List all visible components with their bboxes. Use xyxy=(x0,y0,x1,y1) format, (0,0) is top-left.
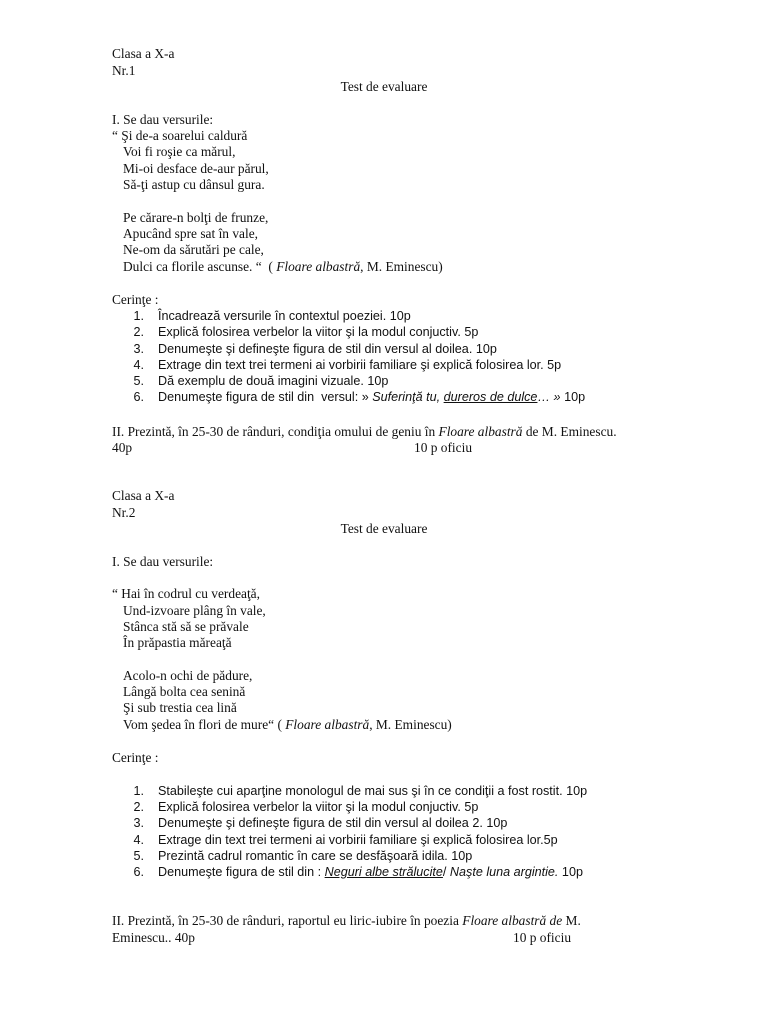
poem-author: , M. Eminescu) xyxy=(360,259,443,274)
test-title: Test de evaluare xyxy=(340,521,428,536)
test-title: Test de evaluare xyxy=(340,79,428,94)
class-label: Clasa a X-a xyxy=(112,488,175,503)
poem-author: , M. Eminescu) xyxy=(369,717,452,732)
verse-line: Pe cărare-n bolţi de frunze, xyxy=(123,210,269,225)
requirements-heading: Cerinţe : xyxy=(112,292,159,307)
verse-line: “ Şi de-a soarelui caldură xyxy=(112,128,248,143)
verse-line: În prăpastia măreaţă xyxy=(123,635,232,650)
class-label: Clasa a X-a xyxy=(112,46,175,61)
document-page: Clasa a X-a Nr.1 Test de evaluare I. Se dau versurile: “ Şi de-a soarelui caldură Voi fi roşie ca mărul, Mi-oi desface de-aur părul, Să-ţi astup cu dânsul gura. Pe cărare-n bolţi de frunze, Apucând spre sat în vale, Ne-om da sărutări pe cale, Dulci ca florile ascunse. “ ( Floare albastră, M. Eminescu) Cerinţe : 1. Încadrează versurile în contextul poeziei. 10p 2. Explică folosirea verbelor la viitor şi la modul conjuctiv. 5p 3. Denumeşte şi defineşte figura de stil din versul al doilea. 10p 4. Extrage din text trei termeni ai vorbirii familiare şi explică folosirea lor. 5p 5. Dă exemplu de două imagini vizuale. 10p 6. Denumeşte figura de stil din versul: » Suferinţă tu, dureros de dulce… » 10p II. Prezintă, în 25-30 de rânduri, condiţia omului de geniu în Floare albastră de M. Eminescu. 40p 10 p oficiu Clasa a X-a Nr.2 Test de evaluare I. Se dau versurile: “ Hai în codrul cu verdeaţă, Und-izvoare plâng în vale, Stânca stă să se prăvale În prăpastia măreaţă Acolo-n ochi de pădure, Lângă bolta cea senină Şi sub trestia cea lină Vom şedea în flori de mure“ ( Floare albastră, M. Eminescu) Cerinţe : 1. Stabileşte cui aparţine monologul de mai sus şi în ce condiţii a fost rostit. 10p 2. Explică folosirea verbelor la viitor şi la modul conjuctiv. 5p 3. Denumeşte şi defineşte figura de stil din versul al doilea 2. 10p 4. Extrage din text trei termeni ai vorbirii familiare şi explică folosirea lor.5p 5. Prezintă cadrul romantic în care se desfăşoară idila. 10p 6. Denumeşte figura de stil din : Neguri albe strălucite/ Naşte luna argintie. 10p II. Prezintă, în 25-30 de rânduri, raportul eu liric-iubire în poezia Floare albastră de M. Eminescu.. 40p 10 p oficiu xyxy=(0,0,768,1024)
points-label: Eminescu.. 40p xyxy=(112,930,195,945)
verse-line: Und-izvoare plâng în vale, xyxy=(123,603,266,618)
verse-line: Voi fi roşie ca mărul, xyxy=(123,144,236,159)
verse-line: Ne-om da sărutări pe cale, xyxy=(123,242,264,257)
quoted-verse: dureros de dulce xyxy=(443,390,538,404)
verse-line: Şi sub trestia cea lină xyxy=(123,700,237,715)
poem-title: Floare albastră xyxy=(285,717,370,732)
poem-title: Floare albastră de xyxy=(462,913,563,928)
verse-line: Acolo-n ochi de pădure, xyxy=(123,668,253,683)
requirements-heading: Cerinţe : xyxy=(112,750,159,765)
verse-line: Dulci ca florile ascunse. “ xyxy=(123,259,262,274)
verse-line: Apucând spre sat în vale, xyxy=(123,226,258,241)
verse-line: Mi-oi desface de-aur părul, xyxy=(123,161,269,176)
verse-line: “ Hai în codrul cu verdeaţă, xyxy=(112,586,260,601)
quoted-verse: Naşte luna argintie. xyxy=(449,865,559,879)
test-number: Nr.1 xyxy=(112,63,136,78)
section1-heading: I. Se dau versurile: xyxy=(112,554,214,569)
quoted-verse: Neguri albe strălucite xyxy=(324,865,443,879)
poem-title: Floare albastră xyxy=(438,424,523,439)
oficiu-label: 10 p oficiu xyxy=(414,440,473,455)
verse-source-line: Dulci ca florile ascunse. “ ( Floare albastră, M. Eminescu) xyxy=(123,259,443,274)
section2-text: II. Prezintă, în 25-30 de rânduri, raportul eu liric-iubire în poezia Floare albastră de M. xyxy=(112,913,581,928)
oficiu-label: 10 p oficiu xyxy=(513,930,572,945)
verse-line: Vom şedea în flori de mure“ ( xyxy=(123,717,286,732)
quoted-verse: Suferinţă tu, xyxy=(372,390,441,404)
section2-text: II. Prezintă, în 25-30 de rânduri, condiţia omului de geniu în Floare albastră de M. Eminescu. xyxy=(112,424,617,439)
poem-title: Floare albastră xyxy=(276,259,361,274)
verse-line: Stânca stă să se prăvale xyxy=(123,619,249,634)
test-number: Nr.2 xyxy=(112,505,136,520)
section1-heading: I. Se dau versurile: xyxy=(112,112,214,127)
verse-line: Lângă bolta cea senină xyxy=(123,684,246,699)
points-label: 40p xyxy=(112,440,133,455)
verse-line: Să-ţi astup cu dânsul gura. xyxy=(123,177,265,192)
verse-source-line xyxy=(123,717,452,733)
